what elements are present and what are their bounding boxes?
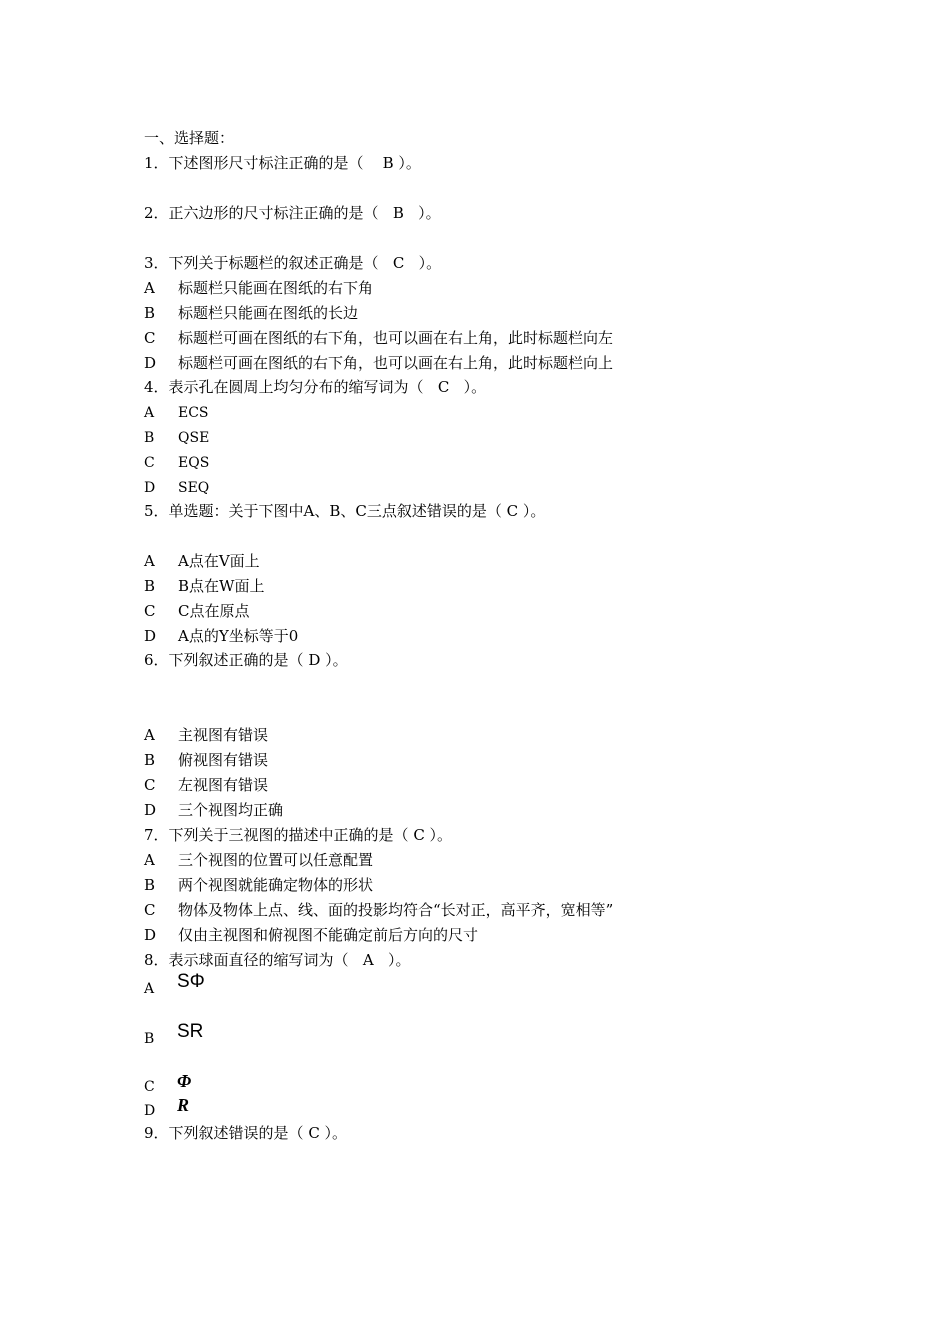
option-label: C [144,776,156,794]
q4-option-c [144,454,209,472]
question-9: 9．下列叙述错误的是（ C ）。 [144,1124,348,1142]
q8-option-b-label: B [144,1031,155,1047]
q8-option-c-symbol: Φ [177,1071,192,1091]
option-label: B [144,577,156,595]
option-label: C [144,329,156,347]
option-text: 三个视图的位置可以任意配置 [178,851,374,869]
q7-option-c [144,901,613,919]
q8-option-c-label: C [144,1079,155,1095]
option-text: 标题栏只能画在图纸的右下角 [178,279,374,297]
option-text: 标题栏可画在图纸的右下角，也可以画在右上角，此时标题栏向左 [178,329,614,347]
section-heading: 一、选择题： [144,129,235,147]
option-label: D [144,354,157,372]
option-label: C [144,455,155,471]
option-text: 标题栏只能画在图纸的长边 [178,304,359,322]
q8-option-d-symbol: R [177,1095,190,1115]
question-4: 4．表示孔在圆周上均匀分布的缩写词为（ C ）。 [144,378,487,396]
option-label: B [144,304,156,322]
option-text: 物体及物体上点、线、面的投影均符合“长对正，高平齐，宽相等” [178,901,614,919]
option-text: C点在原点 [178,602,250,620]
option-text: QSE [178,430,210,446]
question-5: 5．单选题：关于下图中A、B、C三点叙述错误的是（ C ）。 [144,502,546,520]
question-3: 3．下列关于标题栏的叙述正确是（ C ）。 [144,254,442,272]
q3-option-d [144,354,613,372]
option-text: 仅由主视图和俯视图不能确定前后方向的尺寸 [178,926,479,944]
q4-option-b [144,429,209,447]
q7-option-b [144,876,373,894]
option-text: SEQ [178,480,210,496]
question-2: 2．正六边形的尺寸标注正确的是（ B ）。 [144,204,441,222]
option-label: C [144,901,156,919]
question-1: 1．下述图形尺寸标注正确的是（ B ）。 [144,154,421,172]
option-label: A [144,726,155,744]
option-text: ECS [178,405,209,421]
q3-option-c [144,329,613,347]
option-text: 俯视图有错误 [178,751,269,769]
q3-option-a [144,279,373,297]
q6-option-d [144,801,283,819]
q7-option-d [144,926,478,944]
q8-option-a-symbol: SΦ [177,971,205,992]
q8-option-b-symbol: SR [177,1021,204,1042]
option-label: A [144,279,155,297]
q3-option-b [144,304,358,322]
option-text: 主视图有错误 [178,726,269,744]
option-text: A点的Y坐标等于0 [178,627,299,645]
q6-option-c [144,776,268,794]
option-label: D [144,480,156,496]
question-8: 8．表示球面直径的缩写词为（ A ）。 [144,951,411,969]
option-label: B [144,430,155,446]
q5-option-a [144,552,260,570]
option-text: 标题栏可画在图纸的右下角，也可以画在右上角，此时标题栏向上 [178,354,614,372]
option-label: C [144,602,156,620]
option-text: A点在V面上 [178,552,260,570]
option-label: A [144,552,155,570]
option-text: 三个视图均正确 [178,801,284,819]
q8-option-a-label: A [144,981,155,997]
q4-option-a [144,404,209,422]
option-label: A [144,405,155,421]
q4-option-d [144,479,209,497]
question-7: 7．下列关于三视图的描述中正确的是（ C ）。 [144,826,453,844]
option-label: A [144,851,155,869]
q5-option-c [144,602,249,620]
option-text: 左视图有错误 [178,776,269,794]
option-label: B [144,751,156,769]
option-label: D [144,801,157,819]
option-text: B点在W面上 [178,577,265,595]
q8-option-d-label: D [144,1103,156,1119]
option-text: 两个视图就能确定物体的形状 [178,876,374,894]
option-label: D [144,627,157,645]
question-6: 6．下列叙述正确的是（ D ）。 [144,651,348,669]
option-label: B [144,876,156,894]
option-text: EQS [178,455,210,471]
q5-option-d [144,627,298,645]
option-label: D [144,926,157,944]
q6-option-a [144,726,268,744]
q6-option-b [144,751,268,769]
q5-option-b [144,577,264,595]
q7-option-a [144,851,373,869]
